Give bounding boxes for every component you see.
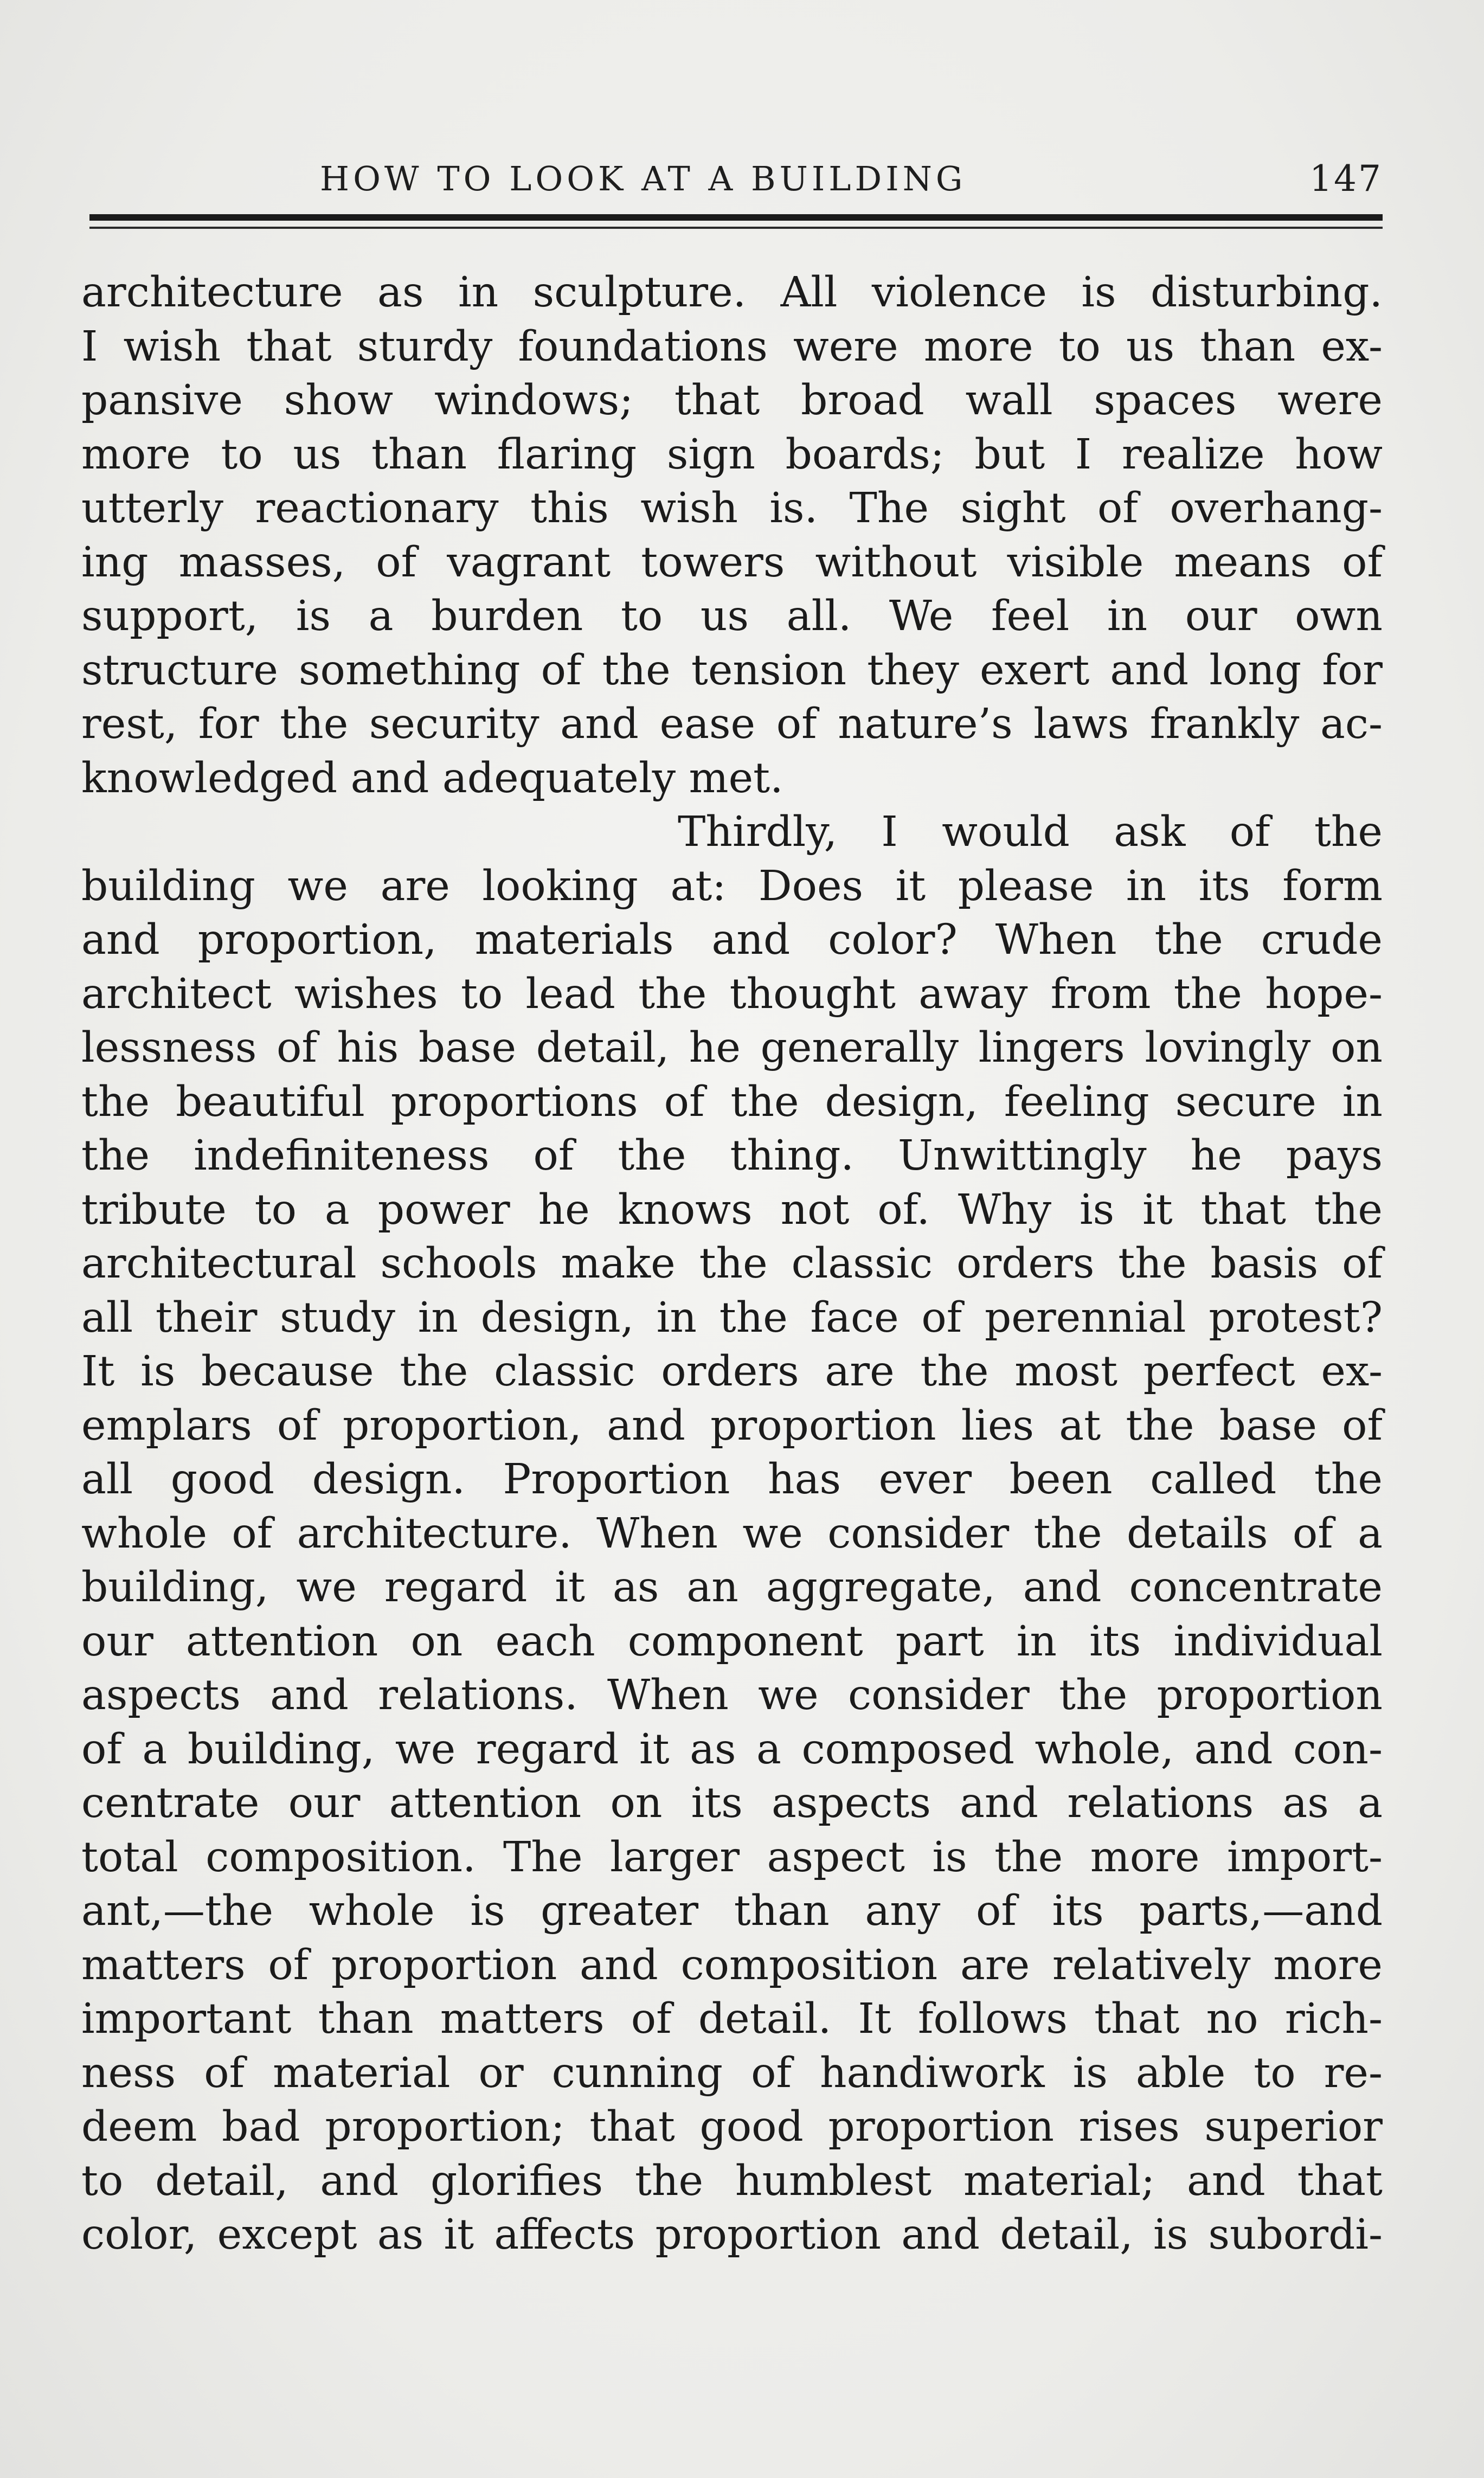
- text-line: structure something of the tension they exert and long for: [81, 646, 1383, 695]
- text-line: ing masses, of vagrant towers without visible means of: [81, 538, 1383, 587]
- text-line: of a building, we regard it as a composed whole, and con-: [81, 1725, 1383, 1774]
- paragraph-start-line: Thirdly, I would ask of the: [678, 808, 1383, 856]
- text-line: architectural schools make the classic orders the basis of: [81, 1240, 1383, 1288]
- text-line: deem bad proportion; that good proportion rises superior: [81, 2103, 1383, 2151]
- text-line: centrate our attention on its aspects and relations as a: [81, 1779, 1383, 1827]
- text-line: I wish that sturdy foundations were more to us than ex-: [81, 322, 1383, 371]
- page-header: [95, 157, 1383, 206]
- text-line: support, is a burden to us all. We feel in our own: [81, 592, 1383, 640]
- body-text: [81, 266, 1383, 2262]
- text-line: lessness of his base detail, he generally lingers lovingly on: [81, 1024, 1383, 1072]
- text-line: building, we regard it as an aggregate, and concentrate: [81, 1563, 1383, 1612]
- text-line: more to us than flaring sign boards; but I realize how: [81, 430, 1383, 479]
- header-rule-thin: [89, 227, 1383, 229]
- text-line: emplars of proportion, and proportion lies at the base of: [81, 1401, 1383, 1450]
- text-line: the beautiful proportions of the design, feeling secure in: [81, 1077, 1383, 1126]
- text-line: rest, for the security and ease of nature’s laws frankly ac-: [81, 700, 1383, 748]
- text-line: the indefiniteness of the thing. Unwittingly he pays: [81, 1132, 1383, 1180]
- text-line: to detail, and glorifies the humblest material; and that: [81, 2156, 1383, 2205]
- text-line: aspects and relations. When we consider the proportion: [81, 1671, 1383, 1719]
- text-line: It is because the classic orders are the most perfect ex-: [81, 1347, 1383, 1396]
- header-rule-thick: [89, 214, 1383, 221]
- text-line: our attention on each component part in its individual: [81, 1617, 1383, 1666]
- text-line: important than matters of detail. It follows that no rich-: [81, 1995, 1383, 2043]
- running-head: HOW TO LOOK AT A BUILDING: [320, 159, 967, 198]
- text-line: tribute to a power he knows not of. Why is it that the: [81, 1185, 1383, 1234]
- text-line: architecture as in sculpture. All violence is disturbing.: [81, 268, 1383, 317]
- text-line: pansive show windows; that broad wall spaces were: [81, 376, 1383, 425]
- text-line: and proportion, materials and color? When the crude: [81, 916, 1383, 964]
- text-line: color, except as it affects proportion and detail, is subordi-: [81, 2211, 1383, 2259]
- text-line: ant,—the whole is greater than any of its parts,—and: [81, 1887, 1383, 1935]
- text-line: all their study in design, in the face of perennial protest?: [81, 1293, 1383, 1342]
- text-line: total composition. The larger aspect is the more import-: [81, 1833, 1383, 1882]
- text-line: whole of architecture. When we consider the details of a: [81, 1509, 1383, 1558]
- paragraph-last-line: knowledged and adequately met.: [81, 754, 783, 803]
- text-line: architect wishes to lead the thought away from the hope-: [81, 970, 1383, 1018]
- text-line: utterly reactionary this wish is. The sight of overhang-: [81, 484, 1383, 532]
- page-number: 147: [1309, 158, 1383, 200]
- text-line: building we are looking at: Does it please in its form: [81, 862, 1383, 910]
- text-line: ness of material or cunning of handiwork is able to re-: [81, 2049, 1383, 2097]
- text-line: all good design. Proportion has ever been called the: [81, 1455, 1383, 1504]
- text-line: matters of proportion and composition are relatively more: [81, 1941, 1383, 1989]
